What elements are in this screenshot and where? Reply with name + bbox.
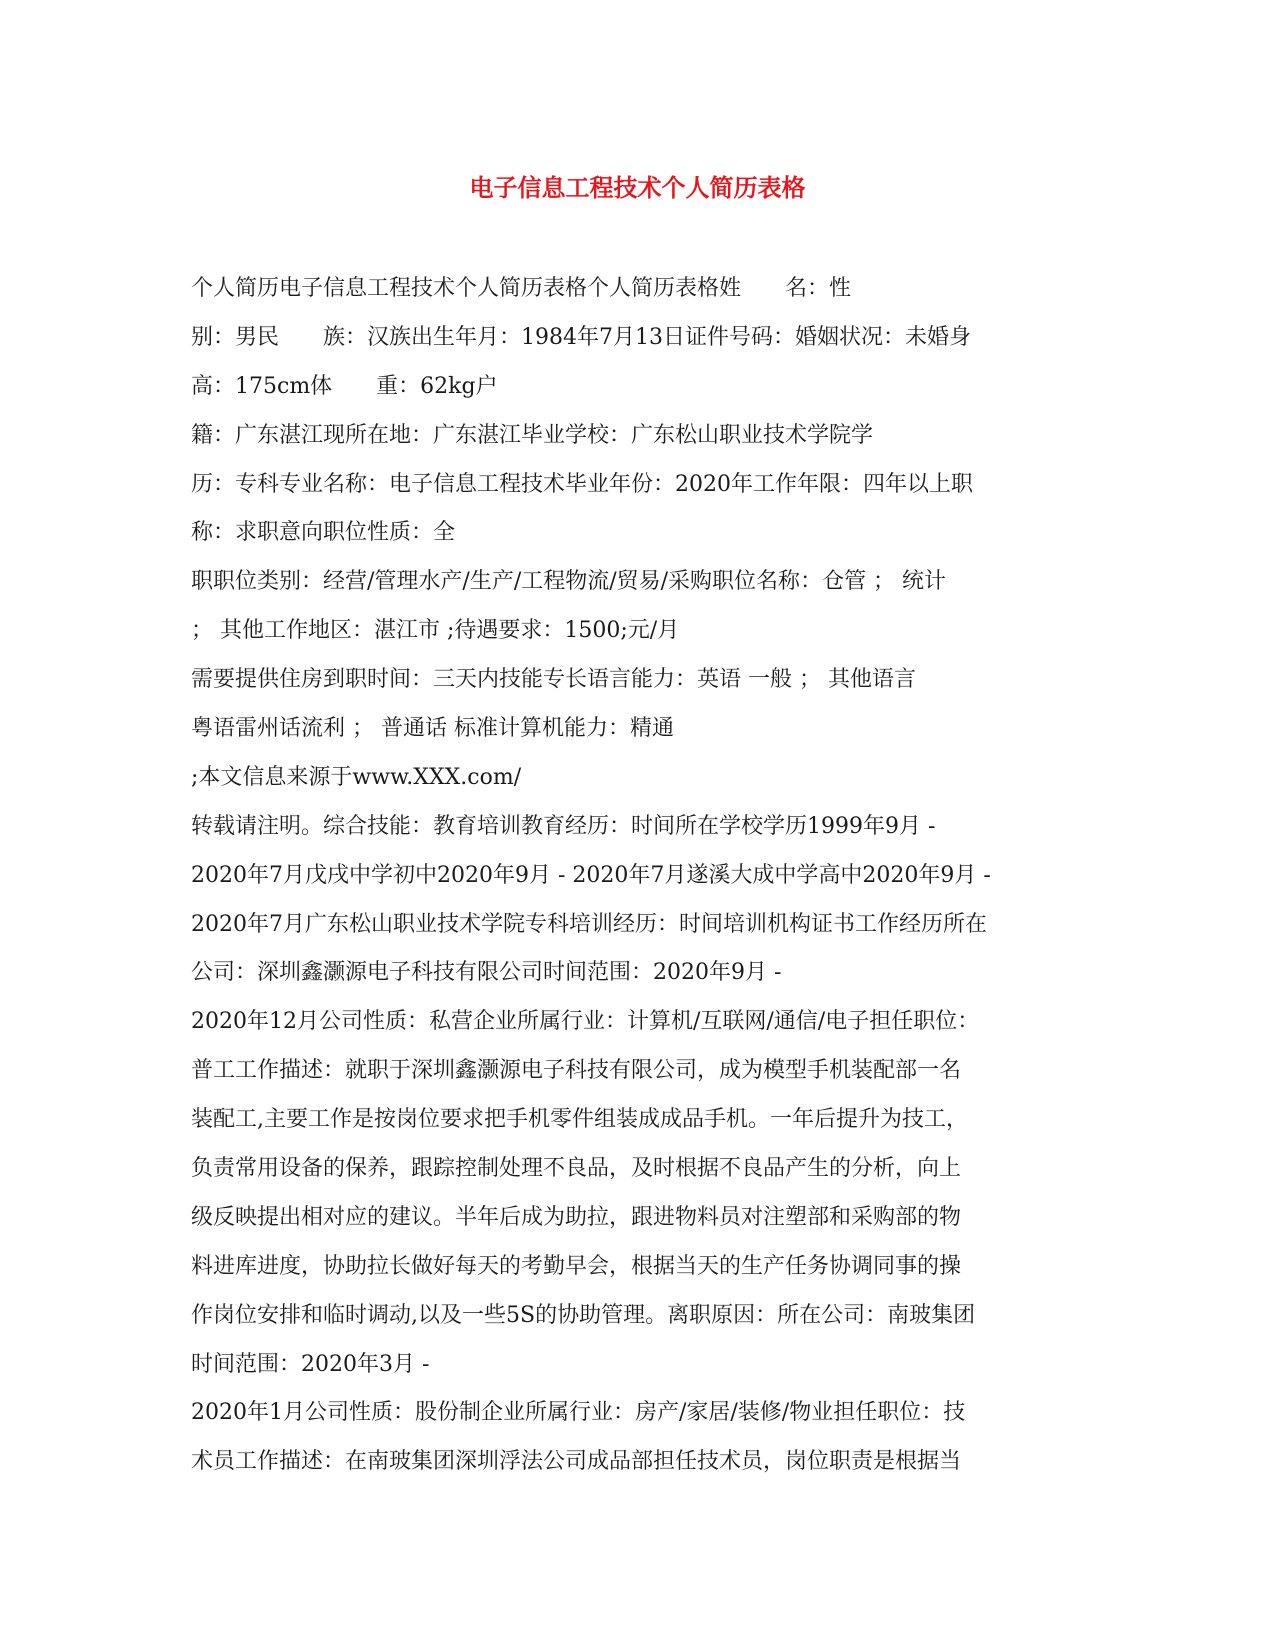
text-line: 术员工作描述：在南玻集团深圳浮法公司成品部担任技术员，岗位职责是根据当 [191, 1449, 962, 1475]
text-line: ;本文信息来源于www.XXX.com/ [191, 764, 522, 790]
text-line: 作岗位安排和临时调动,以及一些5S的协助管理。离职原因：所在公司：南玻集团 [191, 1302, 976, 1328]
text-line: 2020年12月公司性质：私营企业所属行业：计算机/互联网/通信/电子担任职位： [191, 1009, 980, 1035]
text-line: 籍：广东湛江现所在地：广东湛江毕业学校：广东松山职业技术学院学 [191, 422, 874, 448]
document-body [191, 265, 1091, 1487]
text-line: 时间范围：2020年3月 - [191, 1351, 430, 1377]
text-line: 2020年7月戊戌中学初中2020年9月 - 2020年7月遂溪大成中学高中2020年9月 - [191, 862, 991, 888]
text-line: 2020年1月公司性质：股份制企业所属行业：房产/家居/装修/物业担任职位：技 [191, 1400, 966, 1426]
text-line: 负责常用设备的保养，跟踪控制处理不良品，及时根据不良品产生的分析，向上 [191, 1156, 962, 1182]
text-line: 职职位类别：经营/管理水产/生产/工程物流/贸易/采购职位名称：仓管 ； 统计 [191, 569, 947, 595]
text-line: 个人简历电子信息工程技术个人简历表格个人简历表格姓 名：性 [191, 276, 852, 301]
text-line: 称：求职意向职位性质：全 [191, 520, 456, 546]
text-line: 历：专科专业名称：电子信息工程技术毕业年份：2020年工作年限：四年以上职 [191, 471, 973, 497]
text-line: 普工工作描述：就职于深圳鑫灏源电子科技有限公司，成为模型手机装配部一名 [191, 1058, 962, 1084]
text-line: 料进库进度，协助拉长做好每天的考勤早会，根据当天的生产任务协调同事的操 [191, 1253, 962, 1279]
text-line: ； 其他工作地区：湛江市 ;待遇要求：1500;元/月 [191, 618, 680, 644]
text-line: 需要提供住房到职时间：三天内技能专长语言能力：英语 一般 ； 其他语言 [191, 667, 916, 693]
document-title: 电子信息工程技术个人简历表格 [469, 173, 806, 202]
text-line: 2020年7月广东松山职业技术学院专科培训经历：时间培训机构证书工作经历所在 [191, 911, 987, 937]
text-line: 级反映提出相对应的建议。半年后成为助拉，跟进物料员对注塑部和采购部的物 [191, 1204, 962, 1230]
text-line: 公司：深圳鑫灏源电子科技有限公司时间范围：2020年9月 - [191, 960, 782, 986]
text-line: 别：男民 族：汉族出生年月：1984年7月13日证件号码：婚姻状况：未婚身 [191, 324, 971, 350]
text-line: 高：175cm体 重：62kg户 [191, 373, 498, 399]
text-line: 装配工,主要工作是按岗位要求把手机零件组装成成品手机。一年后提升为技工， [191, 1107, 968, 1133]
text-line: 转载请注明。综合技能：教育培训教育经历：时间所在学校学历1999年9月 - [191, 813, 936, 839]
text-line: 粤语雷州话流利 ； 普通话 标准计算机能力：精通 [191, 716, 674, 742]
